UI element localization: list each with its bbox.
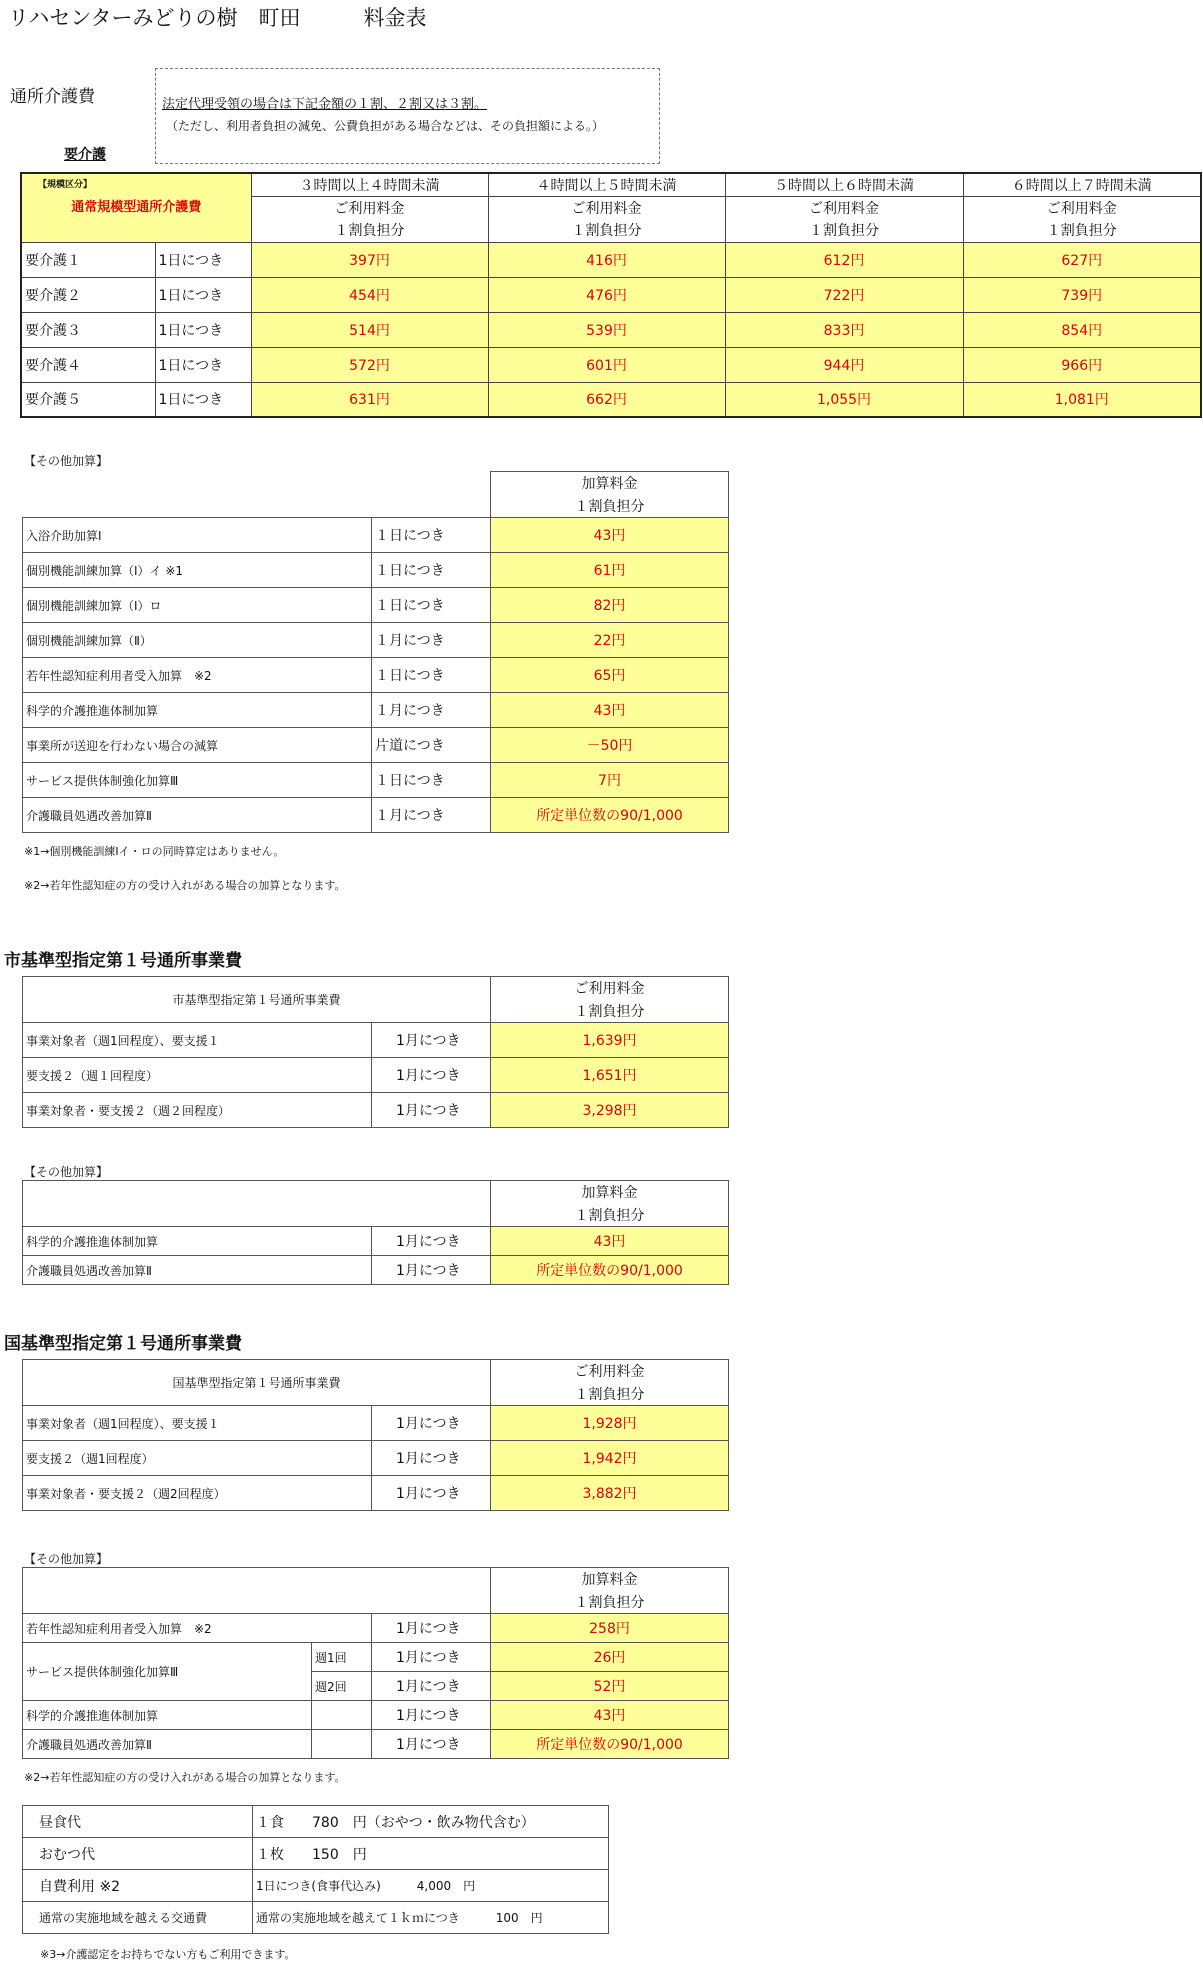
addon-name: 入浴介助加算Ⅰ — [23, 518, 372, 553]
addon-name: 若年性認知症利用者受入加算 ※2 — [23, 658, 372, 693]
table-row — [23, 693, 729, 728]
misc-value: １食 780 円（おやつ・飲み物代含む） — [253, 1806, 609, 1838]
service-name: 要支援２（週１回程度） — [23, 1058, 372, 1093]
table-row — [23, 1023, 729, 1058]
addon-unit: 1月につき — [372, 1614, 491, 1643]
table-row — [23, 798, 729, 833]
national-addons-table — [22, 1567, 729, 1759]
addon-name: 介護職員処遇改善加算Ⅱ — [23, 798, 372, 833]
notice-line-2: （ただし、利用者負担の減免、公費負担がある場合などは、その負担額による。） — [166, 119, 605, 133]
misc-fee-table — [22, 1805, 609, 1934]
footnote-national: ※2→若年性認知症の方の受け入れがある場合の加算となります。 — [24, 1771, 346, 1784]
addon-unit: １日につき — [372, 518, 491, 553]
national-table-head: 国基準型指定第１号通所事業費 — [23, 1360, 491, 1406]
table-row — [23, 728, 729, 763]
notice-line-1: 法定代理受領の場合は下記金額の１割、２割又は３割。 — [162, 97, 488, 112]
addon-value: 65円 — [491, 658, 729, 693]
scale-value: 通常規模型通所介護費 — [71, 200, 202, 215]
table-row — [23, 1806, 609, 1838]
unit: 1日につき — [155, 242, 251, 277]
addon-value: －50円 — [491, 728, 729, 763]
blank-cell — [312, 1730, 372, 1759]
service-unit: 1月につき — [372, 1441, 491, 1476]
addon-value: 43円 — [491, 1701, 729, 1730]
service-name: 事業対象者・要支援２（週2回程度） — [23, 1476, 372, 1511]
col-head-5-6h: ５時間以上６時間未満 — [725, 173, 963, 196]
misc-name: 自費利用 ※2 — [23, 1870, 253, 1902]
fee: 627円 — [963, 242, 1201, 277]
blank-cell — [23, 1181, 491, 1227]
fee-head: ご利用料金 — [491, 977, 729, 1000]
fee: 966円 — [963, 347, 1201, 382]
service-fee: 3,882円 — [491, 1476, 729, 1511]
fee: 944円 — [725, 347, 963, 382]
misc-value: 通常の実施地域を越えて１ｋｍにつき 100 円 — [253, 1902, 609, 1934]
addon-unit: １日につき — [372, 763, 491, 798]
table-row — [23, 1058, 729, 1093]
addon-unit: １月につき — [372, 693, 491, 728]
table-row — [23, 518, 729, 553]
table-row — [23, 1643, 729, 1672]
fee: 612円 — [725, 242, 963, 277]
table-row — [23, 1730, 729, 1759]
addon-head-share: １割負担分 — [491, 1204, 729, 1227]
table-row — [23, 1227, 729, 1256]
table-row — [23, 1701, 729, 1730]
addon-name: 若年性認知症利用者受入加算 ※2 — [23, 1614, 372, 1643]
addons-label: 【その他加算】 — [24, 454, 109, 468]
addon-unit: 1月につき — [372, 1730, 491, 1759]
service-name: 事業対象者（週1回程度）、要支援１ — [23, 1406, 372, 1441]
addon-value: 26円 — [491, 1643, 729, 1672]
addon-name: サービス提供体制強化加算Ⅲ — [23, 763, 372, 798]
col-head-4-5h: ４時間以上５時間未満 — [488, 173, 725, 196]
col-sub-share: １割負担分 — [963, 219, 1201, 242]
addon-unit: 1月につき — [372, 1643, 491, 1672]
service-fee: 1,651円 — [491, 1058, 729, 1093]
col-sub-share: １割負担分 — [251, 219, 488, 242]
misc-name: 昼食代 — [23, 1806, 253, 1838]
unit: 1日につき — [155, 312, 251, 347]
care-level: 要介護５ — [21, 382, 155, 417]
col-sub-share: １割負担分 — [488, 219, 725, 242]
city-addons-label: 【その他加算】 — [24, 1165, 109, 1179]
section-heading-city: 市基準型指定第１号通所事業費 — [4, 951, 242, 971]
addon-name: サービス提供体制強化加算Ⅲ — [23, 1643, 312, 1701]
fee: 1,055円 — [725, 382, 963, 417]
table-row — [23, 623, 729, 658]
misc-value: １枚 150 円 — [253, 1838, 609, 1870]
care-level: 要介護１ — [21, 242, 155, 277]
addon-unit: １日につき — [372, 553, 491, 588]
care-level: 要介護３ — [21, 312, 155, 347]
blank-cell — [23, 472, 491, 518]
service-unit: 1月につき — [372, 1406, 491, 1441]
addon-unit: 1月につき — [372, 1701, 491, 1730]
table-row — [23, 1093, 729, 1128]
service-fee: 1,928円 — [491, 1406, 729, 1441]
scale-cell — [21, 173, 251, 242]
blank-cell — [312, 1701, 372, 1730]
table-row — [21, 382, 1201, 417]
col-sub-fee: ご利用料金 — [963, 196, 1201, 219]
addon-value: 22円 — [491, 623, 729, 658]
addon-value: 7円 — [491, 763, 729, 798]
fee: 739円 — [963, 277, 1201, 312]
addon-value: 43円 — [491, 518, 729, 553]
addon-value: 61円 — [491, 553, 729, 588]
addon-unit: 1月につき — [372, 1672, 491, 1701]
service-fee: 3,298円 — [491, 1093, 729, 1128]
addon-name: 個別機能訓練加算（Ⅱ） — [23, 623, 372, 658]
addon-frequency: 週2回 — [312, 1672, 372, 1701]
addon-name: 事業所が送迎を行わない場合の減算 — [23, 728, 372, 763]
misc-name: おむつ代 — [23, 1838, 253, 1870]
col-sub-fee: ご利用料金 — [725, 196, 963, 219]
table-row — [23, 658, 729, 693]
table-row — [21, 242, 1201, 277]
section-heading-day-care: 通所介護費 — [10, 87, 95, 107]
service-name: 要支援２（週1回程度） — [23, 1441, 372, 1476]
fee: 722円 — [725, 277, 963, 312]
addon-head: 加算料金 — [491, 1181, 729, 1204]
addon-value: 258円 — [491, 1614, 729, 1643]
service-unit: 1月につき — [372, 1093, 491, 1128]
addon-name: 介護職員処遇改善加算Ⅱ — [23, 1730, 312, 1759]
table-row — [23, 763, 729, 798]
fee: 514円 — [251, 312, 488, 347]
addon-name: 介護職員処遇改善加算Ⅱ — [23, 1256, 372, 1285]
addon-head: 加算料金 — [491, 472, 729, 495]
addon-frequency: 週1回 — [312, 1643, 372, 1672]
fee: 397円 — [251, 242, 488, 277]
addon-name: 個別機能訓練加算（Ⅰ）イ ※1 — [23, 553, 372, 588]
addon-name: 科学的介護推進体制加算 — [23, 1701, 312, 1730]
col-sub-fee: ご利用料金 — [251, 196, 488, 219]
addon-value: 43円 — [491, 693, 729, 728]
care-level: 要介護４ — [21, 347, 155, 382]
table-row — [21, 312, 1201, 347]
addon-head-share: １割負担分 — [491, 1591, 729, 1614]
unit: 1日につき — [155, 277, 251, 312]
table-row — [23, 1614, 729, 1643]
table-row — [23, 1406, 729, 1441]
addon-value: 43円 — [491, 1227, 729, 1256]
service-unit: 1月につき — [372, 1058, 491, 1093]
table-row — [23, 1902, 609, 1934]
table-row — [23, 1838, 609, 1870]
table-row — [23, 588, 729, 623]
addons-table — [22, 471, 729, 833]
addon-head-share: １割負担分 — [491, 495, 729, 518]
service-fee: 1,639円 — [491, 1023, 729, 1058]
service-name: 事業対象者・要支援２（週２回程度） — [23, 1093, 372, 1128]
addon-value: 52円 — [491, 1672, 729, 1701]
care-fee-table — [20, 172, 1202, 418]
fee: 854円 — [963, 312, 1201, 347]
unit: 1日につき — [155, 347, 251, 382]
service-fee: 1,942円 — [491, 1441, 729, 1476]
table-row — [23, 1870, 609, 1902]
page-title: リハセンターみどりの樹 町田 料金表 — [8, 6, 427, 30]
table-row — [21, 347, 1201, 382]
addon-unit: 片道につき — [372, 728, 491, 763]
national-fee-table — [22, 1359, 729, 1511]
care-level: 要介護２ — [21, 277, 155, 312]
addon-value: 所定単位数の90/1,000 — [491, 798, 729, 833]
addon-unit: 1月につき — [372, 1227, 491, 1256]
fee: 476円 — [488, 277, 725, 312]
col-head-6-7h: ６時間以上７時間未満 — [963, 173, 1201, 196]
fee: 539円 — [488, 312, 725, 347]
fee-head-share: １割負担分 — [491, 1000, 729, 1023]
fee: 601円 — [488, 347, 725, 382]
fee: 631円 — [251, 382, 488, 417]
table-row — [23, 553, 729, 588]
table-row — [23, 1256, 729, 1285]
unit: 1日につき — [155, 382, 251, 417]
addon-unit: １日につき — [372, 658, 491, 693]
addon-value: 所定単位数の90/1,000 — [491, 1256, 729, 1285]
table-row — [21, 277, 1201, 312]
addon-name: 科学的介護推進体制加算 — [23, 1227, 372, 1256]
addon-name: 科学的介護推進体制加算 — [23, 693, 372, 728]
addon-value: 所定単位数の90/1,000 — [491, 1730, 729, 1759]
fee: 572円 — [251, 347, 488, 382]
footnote-1: ※1→個別機能訓練Ⅰイ・ロの同時算定はありません。 — [24, 845, 285, 858]
fee: 833円 — [725, 312, 963, 347]
fee: 416円 — [488, 242, 725, 277]
scale-label: 【規模区分】 — [38, 180, 93, 190]
city-table-head: 市基準型指定第１号通所事業費 — [23, 977, 491, 1023]
fee-head-share: １割負担分 — [491, 1383, 729, 1406]
table-row — [23, 1476, 729, 1511]
addon-name: 個別機能訓練加算（Ⅰ）ロ — [23, 588, 372, 623]
fee-head: ご利用料金 — [491, 1360, 729, 1383]
blank-cell — [23, 1568, 491, 1614]
fee: 662円 — [488, 382, 725, 417]
table-row — [23, 1441, 729, 1476]
service-unit: 1月につき — [372, 1476, 491, 1511]
city-addons-table — [22, 1180, 729, 1285]
col-sub-share: １割負担分 — [725, 219, 963, 242]
footnote-2: ※2→若年性認知症の方の受け入れがある場合の加算となります。 — [24, 879, 346, 892]
fee: 454円 — [251, 277, 488, 312]
misc-name: 通常の実施地域を越える交通費 — [23, 1902, 253, 1934]
addon-value: 82円 — [491, 588, 729, 623]
col-sub-fee: ご利用料金 — [488, 196, 725, 219]
city-fee-table — [22, 976, 729, 1128]
footnote-misc: ※3→介護認定をお持ちでない方もご利用できます。 — [40, 1948, 296, 1961]
addon-unit: １月につき — [372, 623, 491, 658]
service-unit: 1月につき — [372, 1023, 491, 1058]
national-addons-label: 【その他加算】 — [24, 1552, 109, 1566]
addon-unit: 1月につき — [372, 1256, 491, 1285]
col-head-3-4h: ３時間以上４時間未満 — [251, 173, 488, 196]
misc-value: 1日につき(食事代込み) 4,000 円 — [253, 1870, 609, 1902]
addon-unit: １日につき — [372, 588, 491, 623]
service-name: 事業対象者（週1回程度）、要支援１ — [23, 1023, 372, 1058]
notice-box — [155, 68, 660, 164]
section-heading-national: 国基準型指定第１号通所事業費 — [4, 1334, 242, 1354]
care-level-label: 要介護 — [64, 147, 106, 163]
fee: 1,081円 — [963, 382, 1201, 417]
addon-head: 加算料金 — [491, 1568, 729, 1591]
addon-unit: １月につき — [372, 798, 491, 833]
